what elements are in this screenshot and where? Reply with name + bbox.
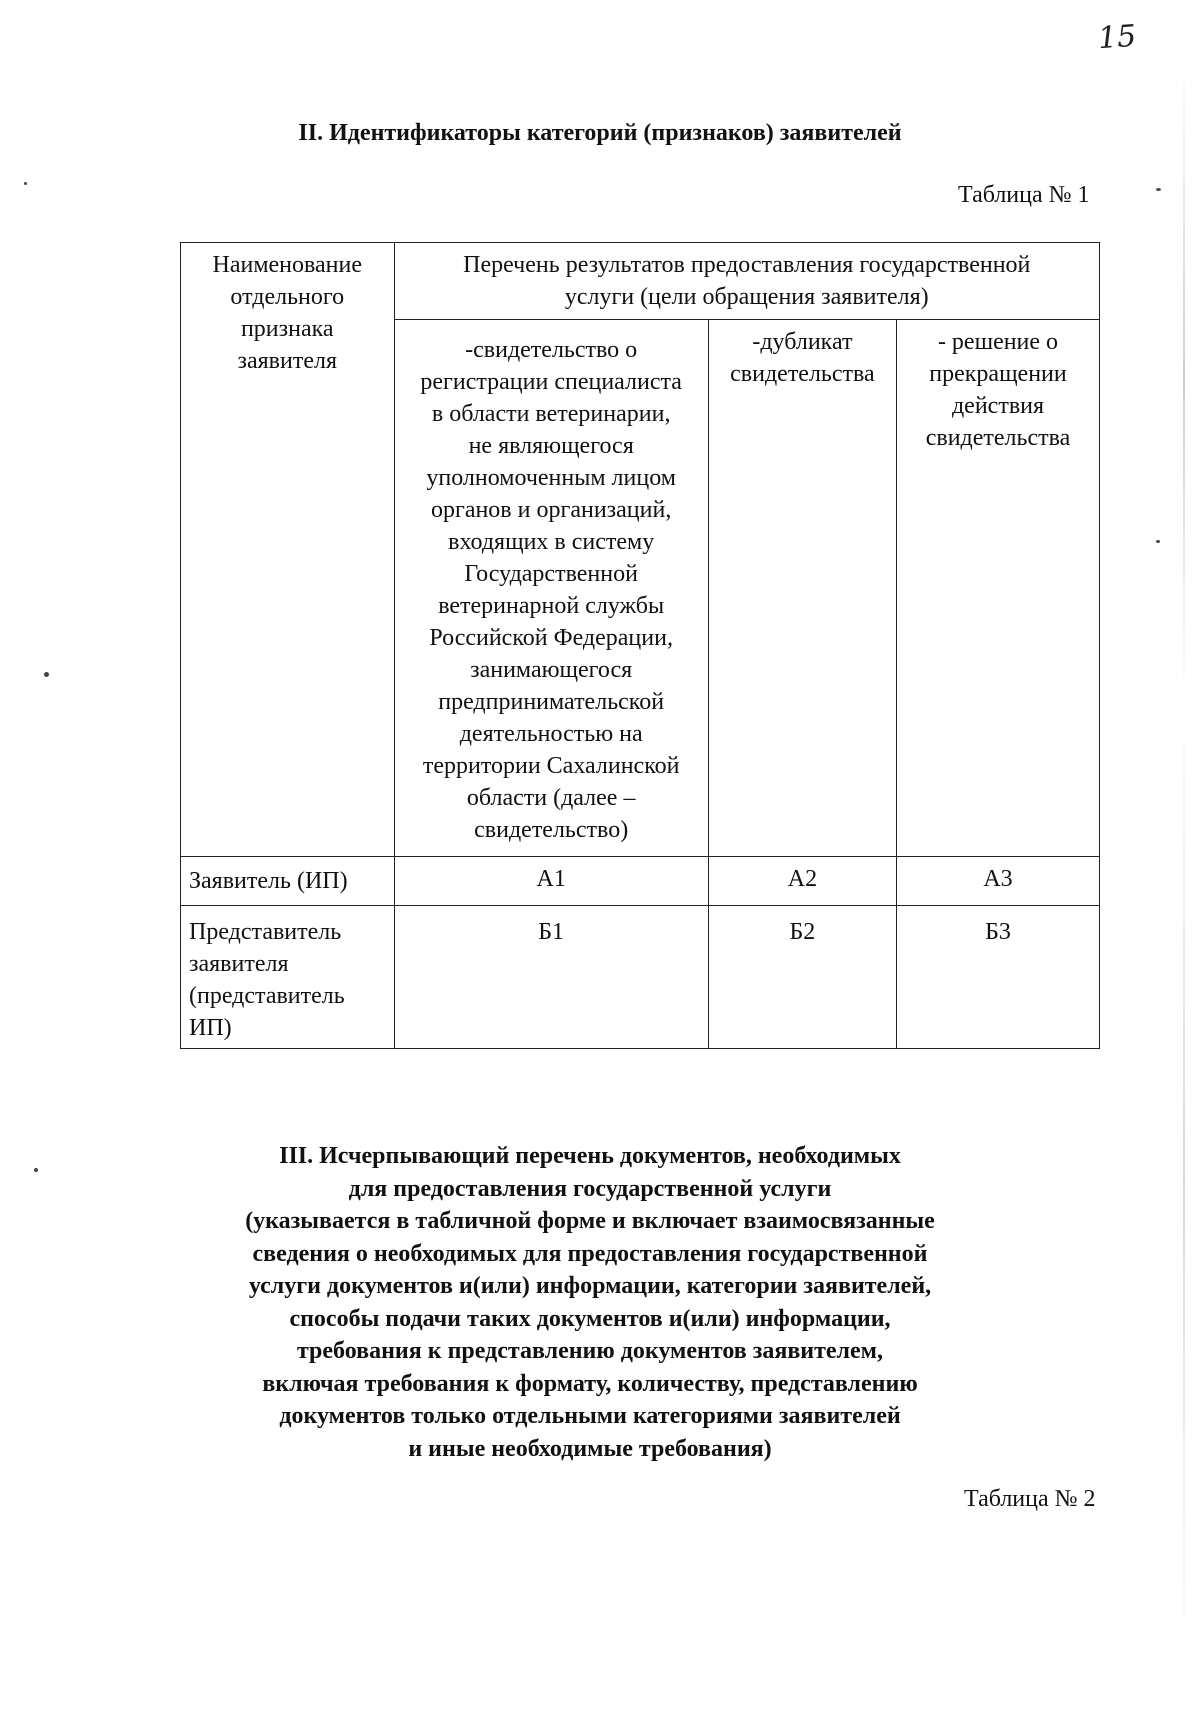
table-header-row bbox=[181, 243, 1100, 320]
applicant-categories-table bbox=[180, 242, 1100, 1049]
table-row bbox=[181, 906, 1100, 1049]
scan-speck bbox=[24, 182, 27, 185]
table-cell: А3 bbox=[897, 857, 1100, 906]
table-cell: А1 bbox=[394, 857, 708, 906]
scan-speck bbox=[1156, 188, 1161, 191]
table-cell: Б1 bbox=[394, 906, 708, 1049]
section-title: III. Исчерпывающий перечень документов, необходимых для предоставления государственной услуги (указывается в табличной форме и включает взаимосвязанные сведения о необходимых для предоставления государственной услуги документов и(или) информации, категории заявителей, способы подачи таких документов и(или) информации, требования к представлению документов заявителем, включая требования к формату, количеству, представлению документов только отдельными категориями заявителей и иные необходимые требования) bbox=[245, 1143, 935, 1462]
subheader-termination: - решение о прекращении действия свидетельства bbox=[897, 320, 1100, 857]
header-feature-name: Наименование отдельного признака заявителя bbox=[181, 243, 395, 857]
row-label: Представитель заявителя (представитель ИП) bbox=[181, 906, 395, 1049]
scan-speck bbox=[44, 672, 49, 677]
page-number: 15 bbox=[1096, 18, 1138, 57]
scan-speck bbox=[34, 1168, 38, 1172]
table-cell: Б2 bbox=[708, 906, 896, 1049]
scan-speck bbox=[1156, 540, 1160, 543]
table-cell: Б3 bbox=[897, 906, 1100, 1049]
row-label: Заявитель (ИП) bbox=[181, 857, 395, 906]
table-caption: Таблица № 2 bbox=[964, 1486, 1096, 1512]
section-title: II. Идентификаторы категорий (признаков) заявителей bbox=[298, 120, 902, 146]
scan-edge-shadow bbox=[1183, 60, 1185, 1660]
table-caption: Таблица № 1 bbox=[958, 182, 1090, 208]
table-cell: А2 bbox=[708, 857, 896, 906]
subheader-certificate: -свидетельство о регистрации специалиста в области ветеринарии, не являющегося уполномоченным лицом органов и организаций, входящих в систему Государственной ветеринарной службы Российской Федерации, занимающегося предпринимательской деятельностью на территории Сахалинской области (далее – свидетельство) bbox=[394, 320, 708, 857]
subheader-duplicate: -дубликат свидетельства bbox=[708, 320, 896, 857]
header-results-list: Перечень результатов предоставления государственной услуги (цели обращения заявителя) bbox=[394, 243, 1099, 320]
table-row bbox=[181, 857, 1100, 906]
